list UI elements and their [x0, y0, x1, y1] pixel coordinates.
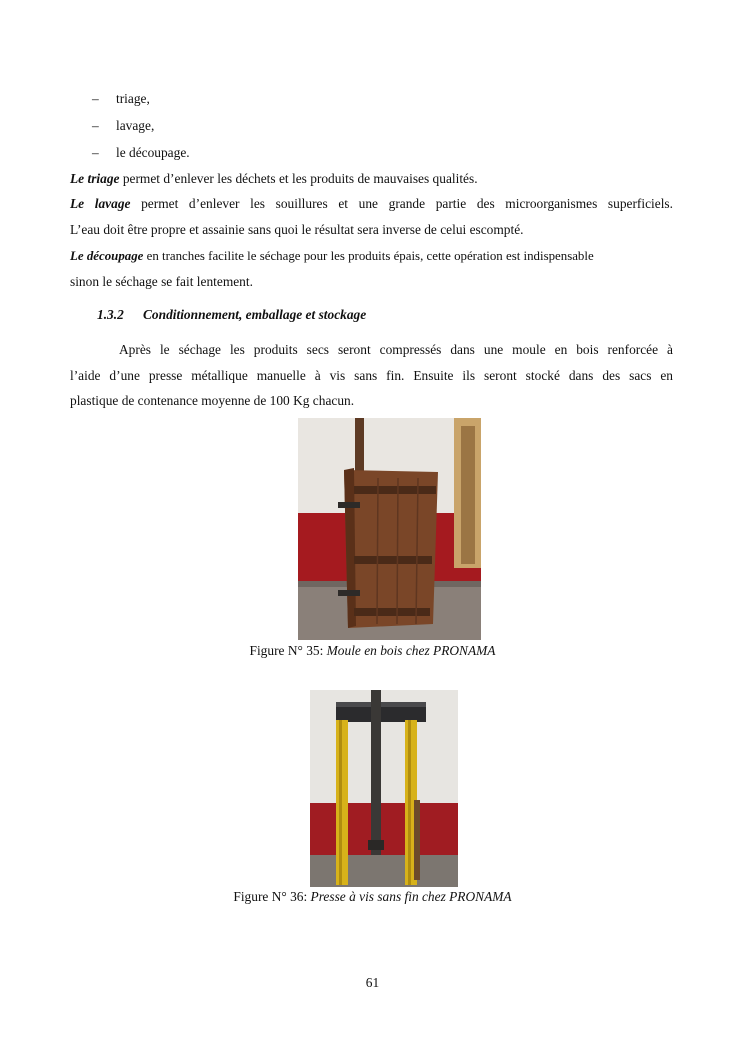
- figure-title: Presse à vis sans fin chez PRONAMA: [310, 889, 512, 904]
- figure-36-caption: [0, 888, 745, 906]
- paragraph-text: permet d’enlever les souillures et une grande partie des microorganismes superficiels.: [130, 196, 673, 211]
- bullet-text: le découpage.: [116, 145, 190, 160]
- figure-35-caption: [0, 642, 745, 660]
- bullet-dash: –: [92, 145, 99, 160]
- figure-title: Moule en bois chez PRONAMA: [326, 643, 496, 658]
- body-paragraph-line2: l’aide d’une presse métallique manuelle à vis sans fin. Ensuite ils seront stocké dans des sacs en: [70, 368, 673, 383]
- term-decoupage: Le découpage: [70, 249, 144, 263]
- paragraph-text: en tranches facilite le séchage pour les produits épais, cette opération est indispensable: [143, 249, 594, 263]
- paragraph-text: permet d’enlever les déchets et les produits de mauvaises qualités.: [119, 171, 478, 186]
- figure-35-photo: [298, 418, 481, 640]
- bullet-dash: –: [92, 118, 99, 133]
- body-paragraph-line3: plastique de contenance moyenne de 100 Kg chacun.: [70, 393, 355, 408]
- bullet-item-lavage: [92, 117, 154, 135]
- term-triage: Le triage: [70, 171, 120, 186]
- paragraph-lavage-line2: L’eau doit être propre et assainie sans quoi le résultat sera inverse de celui escompté.: [70, 222, 524, 237]
- section-number: 1.3.2: [97, 307, 124, 322]
- figure-36-photo: [310, 690, 458, 887]
- bullet-text: lavage,: [116, 118, 155, 133]
- term-lavage: Le lavage: [70, 196, 131, 211]
- figure-label: Figure N° 36:: [233, 889, 311, 904]
- bullet-item-triage: [92, 90, 150, 108]
- body-paragraph-line1: Après le séchage les produits secs seront compressés dans une moule en bois renforcée à: [119, 342, 673, 357]
- bullet-item-decoupage: [92, 144, 190, 162]
- bullet-text: triage,: [116, 91, 150, 106]
- paragraph-decoupage-line2: sinon le séchage se fait lentement.: [70, 274, 253, 289]
- figure-label: Figure N° 35:: [249, 643, 327, 658]
- paragraph-decoupage-line1: [70, 247, 673, 265]
- bullet-dash: –: [92, 91, 99, 106]
- paragraph-lavage-line1: [70, 195, 673, 213]
- section-title: Conditionnement, emballage et stockage: [143, 307, 367, 322]
- paragraph-triage: [70, 170, 673, 188]
- section-heading: [97, 306, 366, 324]
- page-number: 61: [365, 975, 380, 990]
